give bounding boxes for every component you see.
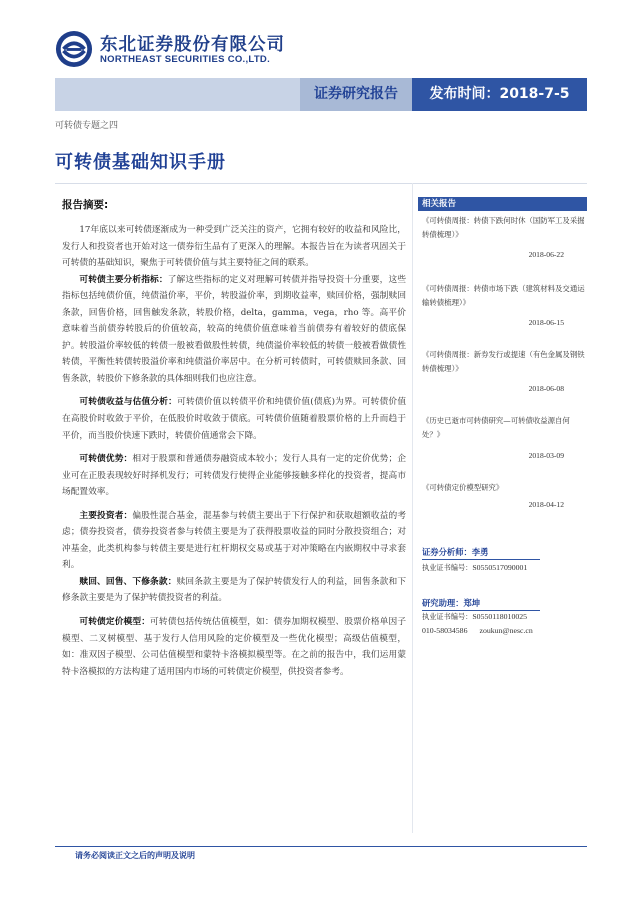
summary-paragraph [62, 272, 406, 388]
paragraph-text: 可转债价值以转债平价和纯债价值(债底)为界。可转债价值在高股价时收敛于平价，在低股价时收敛于债底。可转债价值随着股票价格的上升而趋于平价，而当股价快速下跌时，转债价值通常会下降。 [62, 397, 407, 441]
paragraph-heading: 主要投资者： [79, 510, 133, 521]
paragraph-heading: 可转债定价模型： [79, 617, 151, 628]
cert-label: 执业证书编号： [422, 563, 473, 572]
title-divider [55, 183, 587, 184]
summary-paragraph [62, 508, 406, 574]
assistant-cert [422, 612, 527, 622]
paragraph-text: 相对于股票和普通债券融资成本较小；发行人具有一定的定价优势；企业可在正股表现较好时择机发行；可转债发行使得企业能够接触多样化的投资者，提高市场配置效率。 [62, 454, 407, 498]
assistant-divider [422, 610, 540, 611]
paragraph-text: 可转债包括传统估值模型，如：债券加期权模型、股票价格单因子模型、二叉树模型、基于发行人信用风险的定价模型及一些优化模型；高级估值模型，如：准双因子模型、公司估值模型和蒙特卡洛模拟模型等。在之前的报告中，我们运用蒙特卡洛模拟的方法构建了适用国内市场的可转债定价模型，供投资者参考。 [62, 617, 407, 677]
related-report-title[interactable]: 《历史已逝市可转债研究—可转债收益源自何处？》 [422, 416, 570, 439]
page-title: 可转债基础知识手册 [55, 152, 226, 173]
cert-number: S0550517090001 [472, 563, 528, 572]
assistant-name: 研究助理：郑坤 [422, 598, 481, 608]
analyst-divider [422, 559, 540, 560]
summary-paragraph [62, 451, 406, 501]
related-report-title[interactable]: 《可转债周报：转债下跌何时休（国防军工及采掘转债梳理）》 [422, 216, 585, 239]
paragraph-heading: 可转债主要分析指标： [79, 274, 168, 285]
paragraph-text: 了解这些指标的定义对理解可转债并指导投资十分重要，这些指标包括纯债价值，纯债溢价率，平价，转股溢价率，到期收益率，赎回价格，强制赎回条款，回售价格，回售触发条款，转股价格，delta，gamma，vega，rho 等。高平价意味着当前债券转股后的价值较高，较高的纯债价值意味着当前债券有着较好的债底保护。转股溢价率较低的转债一般被看做股性转债，纯债溢价率较低的转债一般被看做债性转债，平衡性转债转股溢价率和纯债溢价率居中。在分析可转债时，可转债赎回条款、回售条款，转股价下修条款的具体细则我们也应注意。 [62, 274, 407, 384]
publish-time: 发布时间：2018-7-5 [429, 86, 570, 102]
company-name-cn: 东北证券股份有限公司 [100, 35, 285, 55]
analyst-name: 证券分析师：李勇 [422, 547, 489, 557]
related-report-title[interactable]: 《可转债周报：转债市场下跌（建筑材料及交通运输转债梳理）》 [422, 284, 585, 307]
cert-number: S0550118010025 [472, 612, 528, 621]
summary-heading: 报告摘要: [62, 199, 109, 211]
related-report-date: 2018-06-08 [528, 384, 564, 393]
paragraph-heading: 可转债收益与估值分析： [79, 397, 178, 408]
related-report-date: 2018-06-22 [528, 250, 564, 259]
summary-paragraph [62, 394, 406, 444]
paragraph-heading: 赎回、回售、下修条款： [79, 576, 177, 587]
footer-disclaimer[interactable]: 请务必阅读正文之后的声明及说明 [75, 851, 195, 860]
summary-paragraph: 17年底以来可转债逐渐成为一种受到广泛关注的资产，它拥有较好的收益和风险比，发行人和投资者也开始对这一债券衍生品有了更深入的理解。本报告旨在为读者巩固关于可转债的基础知识，聚焦于可转债价值与其主要特征之间的联系。 [62, 225, 406, 269]
series-label: 可转债专题之四 [55, 121, 119, 131]
paragraph-text: 偏股性混合基金，混基参与转债主要出于下行保护和获取超额收益的考虑；债券投资者，债券投资者参与转债主要是为了获得股票收益的同时分散投资组合；对冲基金，此类机构参与转债主要是进行杠杆期权交易或基于对冲策略在内嵌期权中寻求套利。 [62, 510, 407, 571]
summary-paragraph [62, 614, 406, 680]
company-logo-icon [55, 30, 93, 68]
related-report-title[interactable]: 《可转债周报：新券发行或提速（有色金属及钢铁转债梳理）》 [422, 350, 585, 373]
summary-paragraph [62, 574, 406, 607]
company-name-en: NORTHEAST SECURITIES CO.,LTD. [100, 54, 271, 65]
paragraph-text: 赎回条款主要是为了保护转债发行人的利益，回售条款和下修条款主要是为了保护转债投资者的利益。 [62, 576, 407, 604]
analyst-cert [422, 563, 527, 573]
report-type-label: 证券研究报告 [314, 86, 398, 102]
paragraph-heading: 可转债优势： [79, 454, 133, 465]
column-divider [412, 183, 413, 833]
cert-label: 执业证书编号： [422, 612, 473, 621]
assistant-contact [422, 626, 533, 635]
related-reports-label: 相关报告 [422, 199, 457, 209]
summary-body [62, 222, 406, 680]
related-report-title[interactable]: 《可转债定价模型研究》 [422, 483, 504, 492]
related-report-date: 2018-06-15 [528, 318, 564, 327]
email-link[interactable]: zoukun@nesc.cn [479, 626, 533, 635]
phone-number: 010-58034586 [422, 626, 468, 635]
related-report-date: 2018-03-09 [528, 451, 564, 460]
related-report-date: 2018-04-12 [528, 500, 564, 509]
footer-divider [55, 846, 587, 847]
